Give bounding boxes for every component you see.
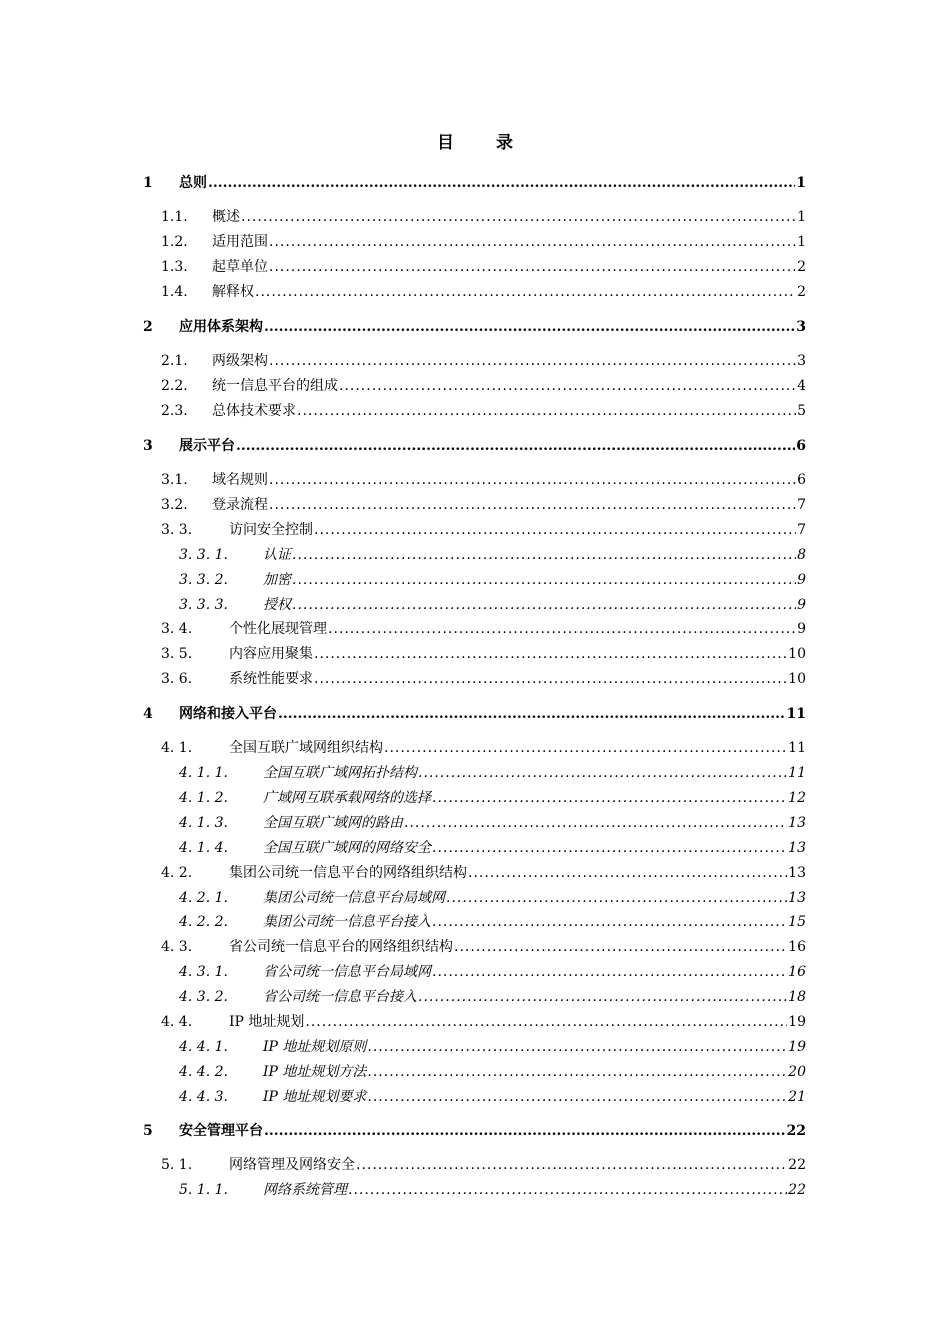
toc-leader xyxy=(468,862,787,884)
toc-leader xyxy=(292,569,796,591)
toc-entry[interactable] xyxy=(179,1061,806,1083)
toc-entry-number: 3. 3. xyxy=(161,522,193,538)
toc-entry[interactable] xyxy=(161,737,806,759)
toc-leader xyxy=(297,400,796,422)
toc-entry[interactable] xyxy=(161,375,806,397)
toc-entry-number: 4. 1. 3. xyxy=(179,815,228,831)
toc-entry-page: 11 xyxy=(786,706,806,722)
toc-leader xyxy=(269,469,796,491)
toc-leader xyxy=(404,812,787,834)
toc-leader xyxy=(314,643,787,665)
toc-leader xyxy=(241,206,796,228)
toc-entry[interactable] xyxy=(179,1036,806,1058)
toc-entry[interactable] xyxy=(179,911,806,933)
toc-entry-page: 15 xyxy=(788,914,806,930)
toc-entry-number: 5 xyxy=(143,1123,153,1139)
toc-entry-page: 7 xyxy=(797,497,806,513)
toc-entry-number: 2.3. xyxy=(161,403,188,419)
toc-entry-number: 4. 1. xyxy=(161,740,193,756)
toc-entry-number: 4. 3. 2. xyxy=(179,989,228,1005)
toc-entry-title: 登录流程 xyxy=(212,497,268,513)
toc-entry[interactable] xyxy=(161,400,806,422)
toc-entry[interactable] xyxy=(143,316,806,338)
toc-entry[interactable] xyxy=(161,350,806,372)
toc-entry-title: 解释权 xyxy=(212,284,254,300)
toc-entry-number: 5. 1. 1. xyxy=(179,1182,228,1198)
toc-entry[interactable] xyxy=(179,787,806,809)
toc-entry-title: 全国互联广域网组织结构 xyxy=(229,740,383,756)
toc-entry-page: 13 xyxy=(788,865,806,881)
toc-entry-page: 20 xyxy=(788,1064,806,1080)
toc-leader xyxy=(269,350,796,372)
toc-entry-page: 19 xyxy=(788,1014,806,1030)
toc-entry[interactable] xyxy=(179,594,806,616)
toc-leader xyxy=(208,172,795,194)
toc-entry-number: 3. 5. xyxy=(161,646,193,662)
toc-entry-number: 4. 1. 1. xyxy=(179,765,228,781)
toc-entry-page: 6 xyxy=(796,438,806,454)
toc-entry[interactable] xyxy=(179,887,806,909)
toc-entry-title: 两级架构 xyxy=(212,353,268,369)
toc-leader xyxy=(384,737,787,759)
toc-entry-page: 1 xyxy=(796,175,806,191)
toc-entry-page: 8 xyxy=(797,547,806,563)
toc-entry-number: 4. 4. 1. xyxy=(179,1039,228,1055)
toc-entry-title: 总则 xyxy=(179,175,207,191)
toc-entry-page: 5 xyxy=(797,403,806,419)
toc-entry-number: 5. 1. xyxy=(161,1157,193,1173)
toc-entry[interactable] xyxy=(179,762,806,784)
toc-entry[interactable] xyxy=(179,812,806,834)
toc-entry[interactable] xyxy=(161,281,806,303)
toc-entry[interactable] xyxy=(161,936,806,958)
toc-title: 目 录 xyxy=(437,133,531,153)
toc-leader xyxy=(432,911,787,933)
toc-entry-title: 全国互联广域网拓扑结构 xyxy=(263,765,417,781)
toc-entry-number: 2.2. xyxy=(161,378,188,394)
toc-entry-number: 4. 4. 3. xyxy=(179,1089,228,1105)
toc-leader xyxy=(269,494,796,516)
toc-entry-page: 11 xyxy=(788,765,806,781)
toc-leader xyxy=(432,961,787,983)
toc-entry-title: 集团公司统一信息平台接入 xyxy=(263,914,431,930)
toc-entry[interactable] xyxy=(179,569,806,591)
toc-entry[interactable] xyxy=(161,494,806,516)
toc-leader xyxy=(454,936,787,958)
toc-entry-page: 2 xyxy=(797,284,806,300)
toc-leader xyxy=(269,256,796,278)
toc-entry-title: 个性化展现管理 xyxy=(229,621,327,637)
toc-leader xyxy=(292,544,796,566)
toc-entry-title: 省公司统一信息平台接入 xyxy=(263,989,417,1005)
toc-entry-number: 3. 3. 2. xyxy=(179,572,228,588)
toc-leader xyxy=(328,618,796,640)
toc-leader xyxy=(278,703,786,725)
toc-entry-title: 认证 xyxy=(263,547,291,563)
toc-entry-number: 3.1. xyxy=(161,472,188,488)
toc-entry-title: IP 地址规划要求 xyxy=(263,1089,367,1105)
toc-entry-page: 12 xyxy=(788,790,806,806)
toc-entry-page: 6 xyxy=(797,472,806,488)
toc-entry-title: 起草单位 xyxy=(212,259,268,275)
toc-entry-page: 18 xyxy=(788,989,806,1005)
toc-entry-number: 3. 3. 3. xyxy=(179,597,228,613)
toc-entry[interactable] xyxy=(143,703,806,725)
toc-leader xyxy=(432,837,787,859)
toc-entry[interactable] xyxy=(161,256,806,278)
toc-entry-number: 2 xyxy=(143,319,153,335)
toc-entry-page: 21 xyxy=(788,1089,806,1105)
toc-entry-page: 16 xyxy=(788,939,806,955)
toc-entry[interactable] xyxy=(161,862,806,884)
toc-entry-number: 1.1. xyxy=(161,209,188,225)
toc-entry-title: 统一信息平台的组成 xyxy=(212,378,338,394)
toc-entry-page: 19 xyxy=(788,1039,806,1055)
toc-entry-number: 1.2. xyxy=(161,234,188,250)
toc-entry-page: 3 xyxy=(797,353,806,369)
toc-entry-number: 4. 1. 2. xyxy=(179,790,228,806)
toc-entry-page: 2 xyxy=(797,259,806,275)
toc-entry-title: 适用范围 xyxy=(212,234,268,250)
toc-entry-title: 网络系统管理 xyxy=(263,1182,347,1198)
toc-entry-number: 2.1. xyxy=(161,353,188,369)
toc-entry-page: 13 xyxy=(788,890,806,906)
toc-entry-number: 3 xyxy=(143,438,153,454)
toc-entry[interactable] xyxy=(179,837,806,859)
toc-entry-title: 省公司统一信息平台局域网 xyxy=(263,964,431,980)
toc-entry[interactable] xyxy=(143,1120,806,1142)
toc-entry-page: 7 xyxy=(797,522,806,538)
toc-entry[interactable] xyxy=(179,986,806,1008)
toc-entry-title: 集团公司统一信息平台的网络组织结构 xyxy=(229,865,467,881)
toc-entry-page: 13 xyxy=(788,815,806,831)
toc-entry[interactable] xyxy=(143,435,806,457)
toc-entry-number: 4. 2. 1. xyxy=(179,890,228,906)
toc-entry[interactable] xyxy=(161,519,806,541)
toc-entry-number: 4. 3. xyxy=(161,939,193,955)
toc-entry-page: 9 xyxy=(797,621,806,637)
toc-entry-number: 3. 4. xyxy=(161,621,193,637)
toc-leader xyxy=(356,1154,787,1176)
toc-entry-title: 安全管理平台 xyxy=(179,1123,263,1139)
toc-entry[interactable] xyxy=(161,1154,806,1176)
toc-leader xyxy=(292,594,796,616)
toc-entry-number: 4. 2. xyxy=(161,865,193,881)
toc-entry-number: 4 xyxy=(143,706,153,722)
toc-entry-number: 3.2. xyxy=(161,497,188,513)
toc-entry-title: 全国互联广域网的路由 xyxy=(263,815,403,831)
toc-entry-number: 4. 3. 1. xyxy=(179,964,228,980)
toc-entry[interactable] xyxy=(179,1179,806,1201)
toc-entry[interactable] xyxy=(161,618,806,640)
toc-entry-title: 全国互联广域网的网络安全 xyxy=(263,840,431,856)
toc-leader xyxy=(418,762,787,784)
toc-leader xyxy=(305,1011,787,1033)
toc-entry-title: IP 地址规划方法 xyxy=(263,1064,367,1080)
toc-entry-number: 1.4. xyxy=(161,284,188,300)
toc-leader xyxy=(255,281,796,303)
toc-entry-title: 应用体系架构 xyxy=(179,319,263,335)
toc-entry[interactable] xyxy=(161,643,806,665)
toc-entry-page: 3 xyxy=(796,319,806,335)
toc-leader xyxy=(269,231,796,253)
toc-entry-title: 网络和接入平台 xyxy=(179,706,277,722)
toc-entry-title: 系统性能要求 xyxy=(229,671,313,687)
toc-entry[interactable] xyxy=(161,1011,806,1033)
toc-entry-number: 3. 3. 1. xyxy=(179,547,228,563)
toc-entry[interactable] xyxy=(161,231,806,253)
toc-leader xyxy=(446,887,787,909)
toc-entry-page: 13 xyxy=(788,840,806,856)
toc-entry[interactable] xyxy=(161,469,806,491)
toc-entry-page: 22 xyxy=(786,1123,806,1139)
toc-entry-number: 4. 4. 2. xyxy=(179,1064,228,1080)
toc-leader xyxy=(314,519,796,541)
toc-entry-page: 9 xyxy=(797,597,806,613)
toc-leader xyxy=(339,375,796,397)
toc-leader xyxy=(432,787,787,809)
toc-leader xyxy=(264,1120,786,1142)
toc-leader xyxy=(236,435,795,457)
toc-entry-title: IP 地址规划 xyxy=(229,1014,305,1030)
toc-entry-page: 16 xyxy=(788,964,806,980)
toc-entry[interactable] xyxy=(143,172,806,194)
toc-entry-title: IP 地址规划原则 xyxy=(263,1039,367,1055)
toc-entry-title: 概述 xyxy=(212,209,240,225)
toc-entry-page: 1 xyxy=(797,209,806,225)
toc-entry-title: 展示平台 xyxy=(179,438,235,454)
toc-leader xyxy=(367,1061,787,1083)
toc-entry-title: 总体技术要求 xyxy=(212,403,296,419)
toc-entry-page: 9 xyxy=(797,572,806,588)
toc-leader xyxy=(264,316,795,338)
toc-entry-title: 网络管理及网络安全 xyxy=(229,1157,355,1173)
toc-leader xyxy=(314,668,787,690)
toc-entry-page: 10 xyxy=(788,671,806,687)
toc-entry-title: 省公司统一信息平台的网络组织结构 xyxy=(229,939,453,955)
toc-entry-page: 1 xyxy=(797,234,806,250)
toc-entry[interactable] xyxy=(179,961,806,983)
toc-leader xyxy=(367,1036,787,1058)
toc-entry-page: 10 xyxy=(788,646,806,662)
toc-entry-title: 内容应用聚集 xyxy=(229,646,313,662)
toc-entry-title: 授权 xyxy=(263,597,291,613)
toc-entry[interactable] xyxy=(179,544,806,566)
toc-entry-number: 1.3. xyxy=(161,259,188,275)
toc-entry-number: 4. 4. xyxy=(161,1014,193,1030)
toc-leader xyxy=(348,1179,787,1201)
toc-leader xyxy=(418,986,787,1008)
toc-entry[interactable] xyxy=(179,1086,806,1108)
toc-entry-title: 集团公司统一信息平台局域网 xyxy=(263,890,445,906)
toc-entry-title: 广域网互联承载网络的选择 xyxy=(263,790,431,806)
toc-entry-page: 22 xyxy=(788,1182,806,1198)
toc-entry-page: 22 xyxy=(788,1157,806,1173)
toc-entry[interactable] xyxy=(161,668,806,690)
toc-entry-number: 4. 2. 2. xyxy=(179,914,228,930)
toc-entry-title: 域名规则 xyxy=(212,472,268,488)
toc-entry[interactable] xyxy=(161,206,806,228)
toc-entry-title: 访问安全控制 xyxy=(229,522,313,538)
toc-entry-number: 4. 1. 4. xyxy=(179,840,228,856)
toc-entry-page: 11 xyxy=(788,740,806,756)
toc-entry-title: 加密 xyxy=(263,572,291,588)
toc-entry-number: 3. 6. xyxy=(161,671,193,687)
toc-entry-page: 4 xyxy=(797,378,806,394)
toc-leader xyxy=(367,1086,787,1108)
toc-entry-number: 1 xyxy=(143,175,153,191)
